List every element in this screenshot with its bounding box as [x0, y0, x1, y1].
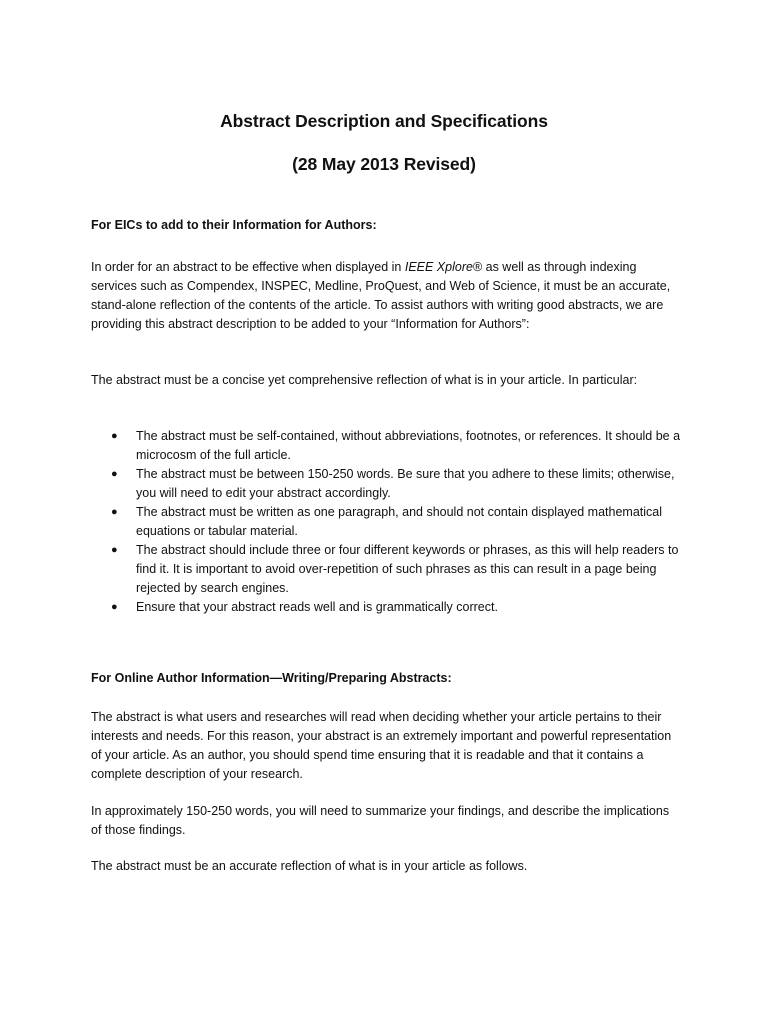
body-paragraph: The abstract must be an accurate reflection of what is in your article as follows.: [91, 859, 528, 873]
list-item: [111, 503, 681, 541]
bullet-icon: ●: [111, 544, 118, 556]
list-item-text: The abstract must be written as one paragraph, and should not contain displayed mathematical equations or tabular material.: [136, 505, 663, 538]
body-paragraph: The abstract is what users and researches will read when deciding whether your article pertains to their interests and needs. For this reason, your abstract is an extremely important and powerful representation of your article. As an author, you should spend time ensuring that it is readable and that it contains a complete description of your research.: [91, 710, 672, 781]
list-item: [111, 598, 681, 617]
list-item: [111, 465, 681, 503]
list-item-text: The abstract must be between 150-250 words. Be sure that you adhere to these limits; otherwise, you will need to edit your abstract accordingly.: [136, 467, 675, 500]
bullet-icon: ●: [111, 430, 118, 442]
lead-paragraph: The abstract must be a concise yet comprehensive reflection of what is in your article. In particular:: [91, 373, 638, 387]
document-subtitle: (28 May 2013 Revised): [292, 154, 476, 174]
intro-paragraph: [91, 258, 681, 334]
requirements-list: [111, 427, 681, 617]
list-item: [111, 541, 681, 598]
bullet-icon: ●: [111, 506, 118, 518]
bullet-icon: ●: [111, 601, 118, 613]
list-item-text: Ensure that your abstract reads well and is grammatically correct.: [136, 600, 498, 614]
intro-text-end: ® as well as through indexing services such as Compendex, INSPEC, Medline, ProQuest, and Web of Science, it must be an accurate, stand-alone reflection of the contents of the article. To assist authors with writing good abstracts, we are providing this abstract description to be added to your “Information for Authors”:: [91, 260, 671, 331]
section-heading-online-author: For Online Author Information—Writing/Preparing Abstracts:: [91, 671, 452, 685]
body-paragraph: In approximately 150-250 words, you will need to summarize your findings, and describe the implications of those findings.: [91, 804, 670, 837]
intro-text-start: In order for an abstract to be effective when displayed in: [91, 260, 405, 274]
bullet-icon: ●: [111, 468, 118, 480]
list-item: [111, 427, 681, 465]
intro-text-italic: IEEE Xplore: [404, 260, 473, 274]
list-item-text: The abstract should include three or four different keywords or phrases, as this will help readers to find it. It is important to avoid over-repetition of such phrases as this can result in a page being rejected by search engines.: [136, 543, 679, 595]
section-heading-eics: For EICs to add to their Information for Authors:: [91, 218, 377, 232]
list-item-text: The abstract must be self-contained, without abbreviations, footnotes, or references. It should be a microcosm of the full article.: [136, 429, 681, 462]
document-title: Abstract Description and Specifications: [220, 111, 548, 131]
